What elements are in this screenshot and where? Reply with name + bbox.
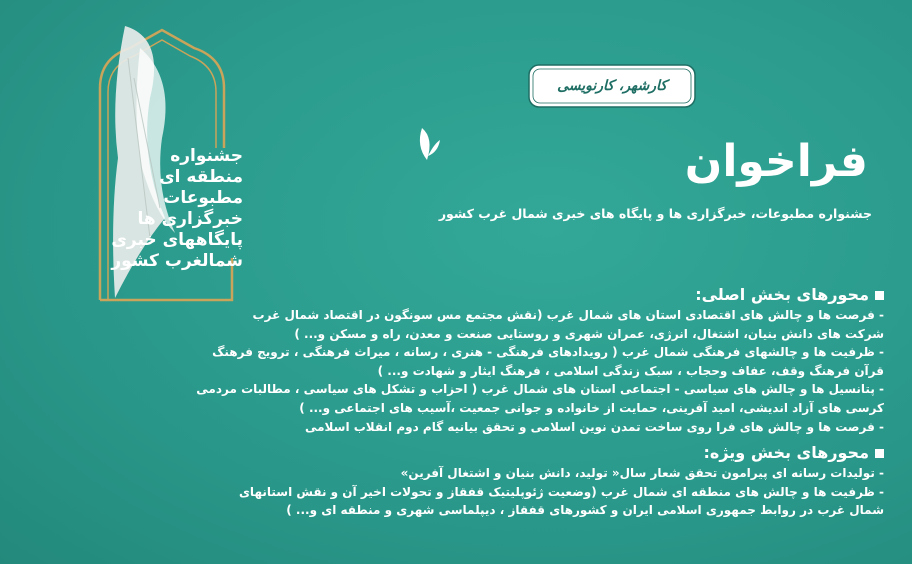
subtitle: جشنواره مطبوعات، خبرگزاری ها و پایگاه های خبری شمال غرب کشور	[438, 206, 872, 221]
logo-line: منطقه ای	[159, 167, 243, 187]
square-bullet-icon	[875, 449, 884, 458]
main-content	[24, 284, 884, 520]
square-bullet-icon	[875, 291, 884, 300]
text-line: کرسی های آزاد اندیشی، امید آفرینی، حمایت از خانواده و جوانی جمعیت ،آسیب های اجتماعی و... )	[299, 400, 884, 415]
text-line: - فرصت ها و چالش های اقتصادی استان های شمال غرب (نقش مجتمع مس سونگون در اقتصاد شمال غرب	[252, 308, 884, 322]
text-line: - پتانسیل ها و چالش های سیاسی - اجتماعی استان های شمال غرب ( احزاب و تشکل های سیاسی ، مطالبات مردمی	[196, 382, 884, 397]
logo-line: خبرگزاری ها	[137, 209, 243, 229]
logo-line: مطبوعات	[163, 188, 243, 208]
section-title-text: محورهای بخش ویژه:	[703, 443, 869, 463]
logo-text	[103, 146, 243, 272]
calligraphy-badge	[528, 64, 696, 108]
text-line: - ظرفیت ها و چالشهای فرهنگی شمال غرب ( رویدادهای فرهنگی - هنری ، رسانه ، میراث فرهنگی ، ترویج فرهنگ	[212, 345, 884, 360]
text-line: شرکت های دانش بنیان، اشتغال، انرژی، عمران شهری و روستایی صنعت و معدن، راه و مسکن و... )	[294, 326, 884, 341]
badge-text: کارشهر، کارنویسی	[557, 78, 667, 94]
section-title-text: محورهای بخش اصلی:	[695, 285, 869, 304]
text-line: شمال غرب در روابط جمهوری اسلامی ایران و کشورهای قفقاز ، دیپلماسی شهری و منطقه ای و... )	[286, 503, 884, 518]
section-title-main	[24, 284, 884, 306]
text-line: - فرصت ها و چالش های فرا روی ساخت تمدن نوین اسلامی و تحقق بیانیه گام دوم انقلاب اسلامی	[304, 419, 884, 434]
logo-line: پایگاههای خبری	[111, 230, 243, 250]
text-line: - ظرفیت ها و چالش های منطقه ای شمال غرب (وضعیت ژئوپلیتیک قفقاز و تحولات اخیر آن و نقش استانهای	[238, 484, 884, 499]
text-line: - تولیدات رسانه ای پیرامون تحقق شعار سال« تولید، دانش بنیان و اشتغال آفرین»	[400, 466, 884, 481]
logo-line: جشنواره	[170, 146, 243, 166]
section-title-special	[24, 442, 884, 464]
festival-logo	[70, 18, 255, 303]
page-title: فراخوان	[684, 136, 868, 187]
logo-line: شمالغرب کشور	[111, 251, 243, 271]
text-line: قرآن فرهنگ وقف، عفاف وحجاب ، سبک زندگی اسلامی ، فرهنگ ایثار و شهادت و... )	[377, 363, 884, 378]
